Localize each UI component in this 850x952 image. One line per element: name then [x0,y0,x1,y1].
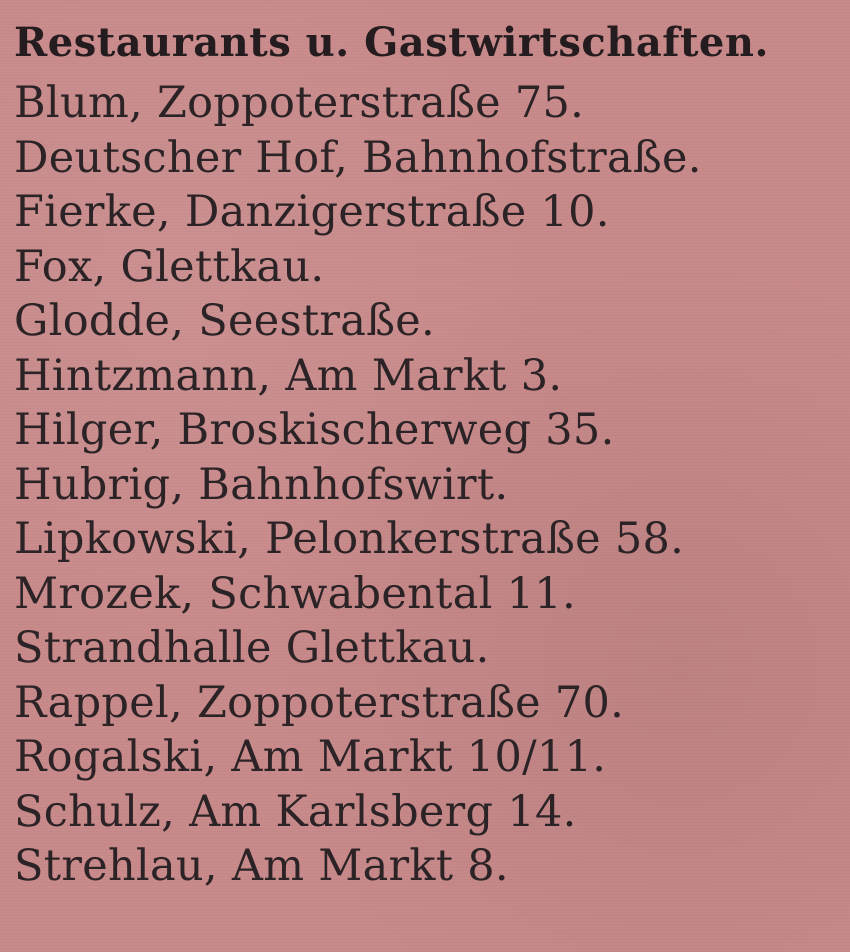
list-item: Glodde, Seestraße. [14,296,435,346]
list-item: Hubrig, Bahnhofswirt. [14,459,509,510]
list-item: Fox, Glettkau. [14,241,325,292]
list-item: Blum, Zoppoterstraße 75. [14,78,585,128]
list-item: Fierke, Danzigerstraße 10. [14,187,610,237]
list-item: Lipkowski, Pelonkerstraße 58. [14,514,685,564]
list-item: Schulz, Am Karlsberg 14. [14,786,577,837]
list-item: Rappel, Zoppoterstraße 70. [14,677,625,728]
list-item: Deutscher Hof, Bahnhofstraße. [14,132,702,183]
list-item: Rogalski, Am Markt 10/11. [14,732,607,782]
list-item: Mrozek, Schwabental 11. [14,568,576,619]
list-item: Hilger, Broskischerweg 35. [14,405,615,455]
list-item: Strandhalle Glettkau. [14,623,490,673]
list-item: Hintzmann, Am Markt 3. [14,350,563,401]
list-item: Strehlau, Am Markt 8. [14,841,509,891]
restaurant-list [14,76,842,894]
section-heading: Restaurants u. Gastwirtschaften. [14,19,769,66]
